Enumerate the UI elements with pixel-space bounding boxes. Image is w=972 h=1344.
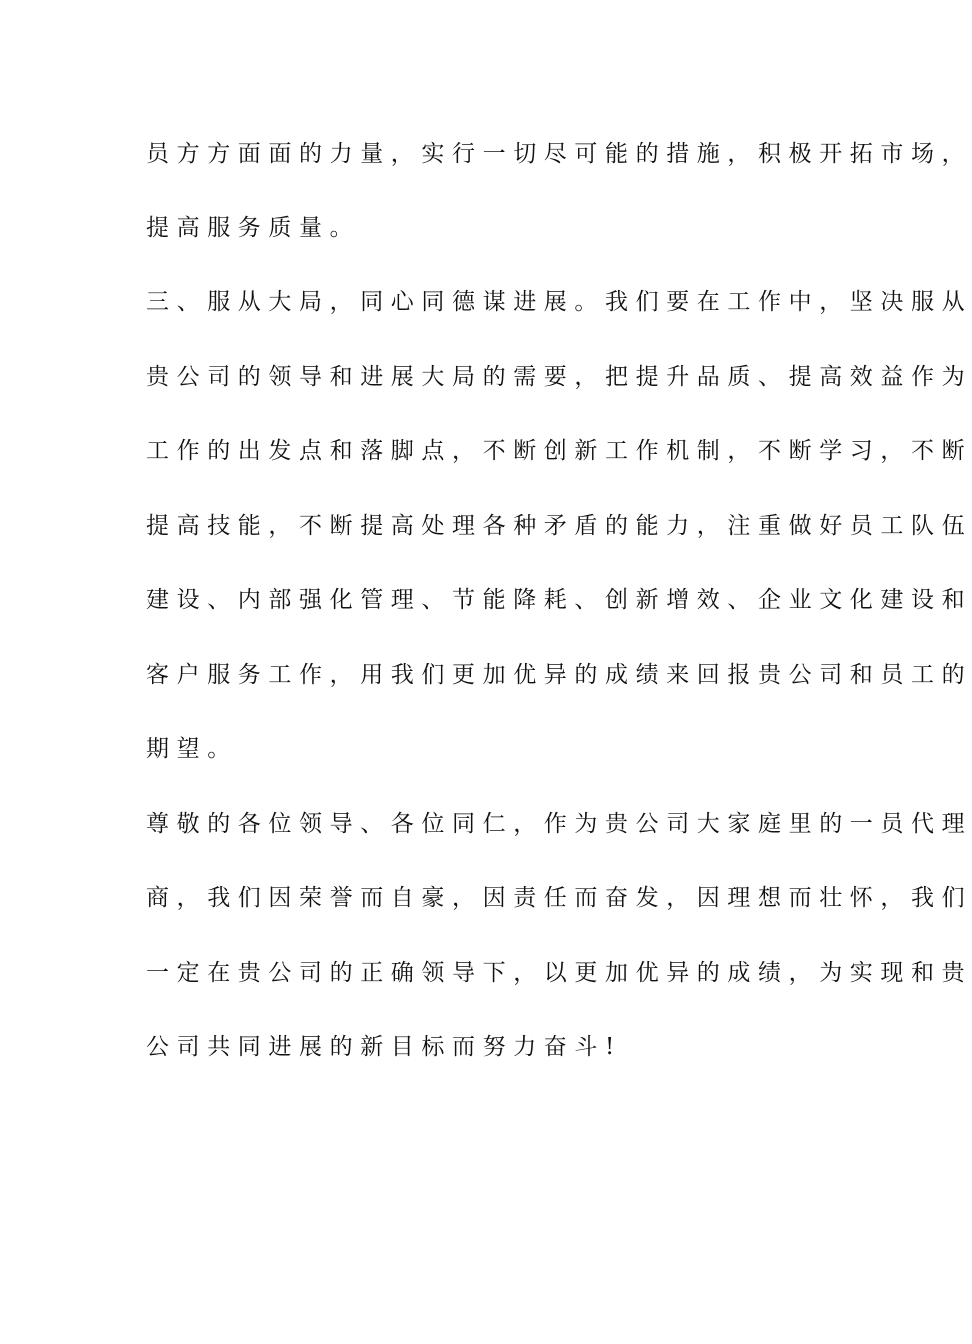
text-line: 工作的出发点和落脚点，不断创新工作机制，不断学习，不断 — [146, 438, 972, 464]
text-line: 提高服务质量。 — [146, 215, 361, 241]
text-line: 建设、内部强化管理、节能降耗、创新增效、企业文化建设和 — [146, 587, 972, 613]
text-line: 期望。 — [146, 736, 238, 762]
text-line: 员方方面面的力量，实行一切尽可能的措施，积极开拓市场， — [146, 141, 972, 167]
text-line: 商，我们因荣誉而自豪，因责任而奋发，因理想而壮怀，我们 — [146, 885, 972, 911]
text-line: 贵公司的领导和进展大局的需要，把提升品质、提高效益作为 — [146, 364, 972, 390]
text-line: 一定在贵公司的正确领导下，以更加优异的成绩，为实现和贵 — [146, 960, 972, 986]
text-line: 客户服务工作，用我们更加优异的成绩来回报贵公司和员工的 — [146, 662, 972, 688]
text-line: 尊敬的各位领导、各位同仁，作为贵公司大家庭里的一员代理 — [146, 811, 972, 837]
text-line: 公司共同进展的新目标而努力奋斗! — [146, 1034, 622, 1060]
text-line: 提高技能，不断提高处理各种矛盾的能力，注重做好员工队伍 — [146, 513, 972, 539]
text-line: 三、服从大局，同心同德谋进展。我们要在工作中，坚决服从 — [146, 289, 972, 315]
